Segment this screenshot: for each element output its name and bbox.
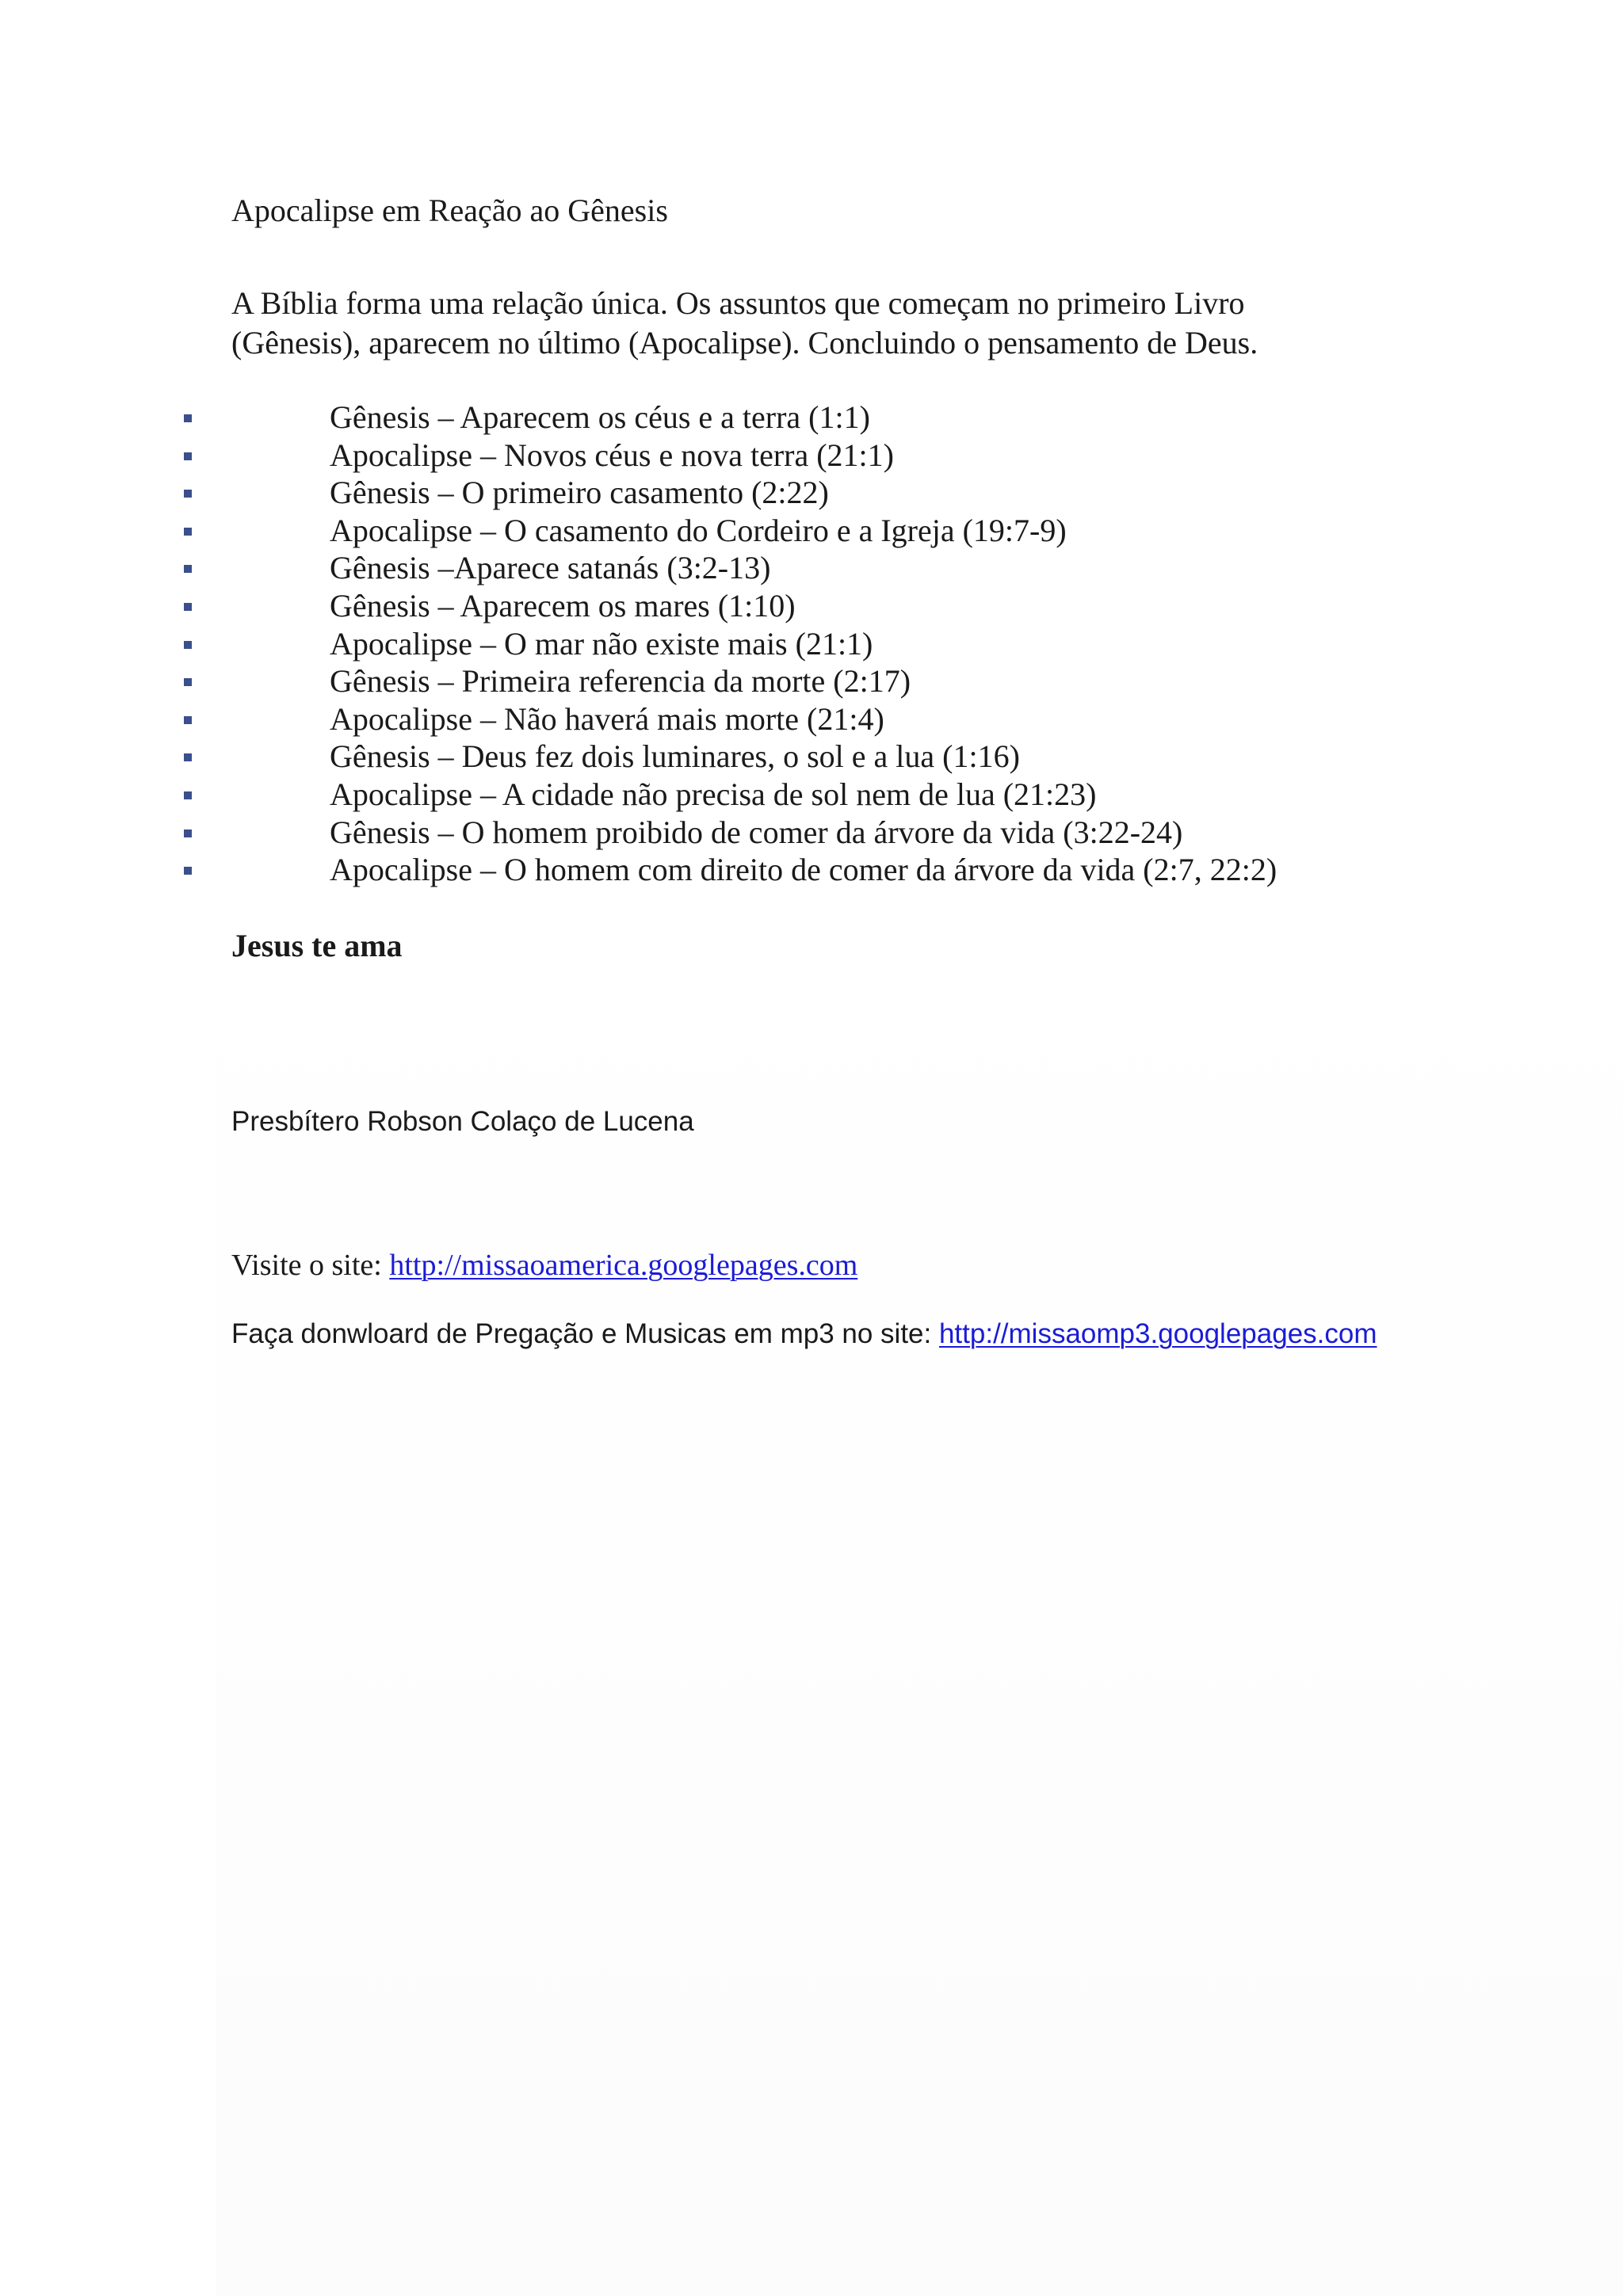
- square-bullet-icon: [184, 716, 192, 724]
- signoff-heading: Jesus te ama: [231, 928, 403, 963]
- square-bullet-icon: [184, 414, 192, 422]
- author-name: Presbítero Robson Colaço de Lucena: [231, 1106, 694, 1137]
- square-bullet-icon: [184, 528, 192, 536]
- document-title: Apocalipse em Reação ao Gênesis: [231, 193, 668, 228]
- intro-line: A Bíblia forma uma relação única. Os assuntos que começam no primeiro Livro: [231, 285, 1245, 321]
- list-item-text: Apocalipse – A cidade não precisa de sol nem de lua (21:23): [330, 776, 1097, 812]
- list-item-text: Apocalipse – Não haverá mais morte (21:4): [330, 700, 884, 737]
- square-bullet-icon: [184, 452, 192, 460]
- missaomp3-link[interactable]: http://missaomp3.googlepages.com: [938, 1318, 1377, 1349]
- list-item-text: Gênesis – Aparecem os mares (1:10): [330, 587, 796, 624]
- square-bullet-icon: [184, 791, 192, 799]
- list-item-text: Apocalipse – O homem com direito de comer da árvore da vida (2:7, 22:2): [330, 852, 1277, 888]
- list-item-text: Gênesis – Aparecem os céus e a terra (1:1): [330, 399, 870, 435]
- square-bullet-icon: [184, 678, 192, 686]
- download-label: Faça donwloard de Pregação e Musicas em mp3 no site:: [231, 1318, 939, 1349]
- list-item-text: Gênesis – O homem proibido de comer da árvore da vida (3:22-24): [330, 814, 1183, 850]
- list-item-text: Apocalipse – O mar não existe mais (21:1): [330, 625, 873, 662]
- square-bullet-icon: [184, 641, 192, 649]
- download-line: [231, 1313, 1377, 1356]
- list-item-text: Gênesis – Deus fez dois luminares, o sol e a lua (1:16): [330, 738, 1020, 775]
- square-bullet-icon: [184, 490, 192, 498]
- list-item-text: Gênesis – Primeira referencia da morte (2:17): [330, 663, 911, 700]
- list-item-text: Apocalipse – Novos céus e nova terra (21:1): [330, 437, 894, 473]
- list-item-text: Apocalipse – O casamento do Cordeiro e a Igreja (19:7-9): [330, 512, 1067, 548]
- visit-site-label: Visite o site:: [231, 1249, 390, 1282]
- square-bullet-icon: [184, 603, 192, 611]
- intro-line: (Gênesis), aparecem no último (Apocalipse). Concluindo o pensamento de Deus.: [231, 325, 1258, 360]
- square-bullet-icon: [184, 565, 192, 573]
- list-item-text: Gênesis – O primeiro casamento (2:22): [330, 475, 829, 511]
- intro-paragraph: [231, 284, 1373, 363]
- list-item-text: Gênesis –Aparece satanás (3:2-13): [330, 550, 771, 586]
- square-bullet-icon: [184, 753, 192, 761]
- square-bullet-icon: [184, 830, 192, 837]
- missaoamerica-link[interactable]: http://missaoamerica.googlepages.com: [389, 1249, 858, 1282]
- visit-site-line: [231, 1243, 857, 1287]
- square-bullet-icon: [184, 867, 192, 875]
